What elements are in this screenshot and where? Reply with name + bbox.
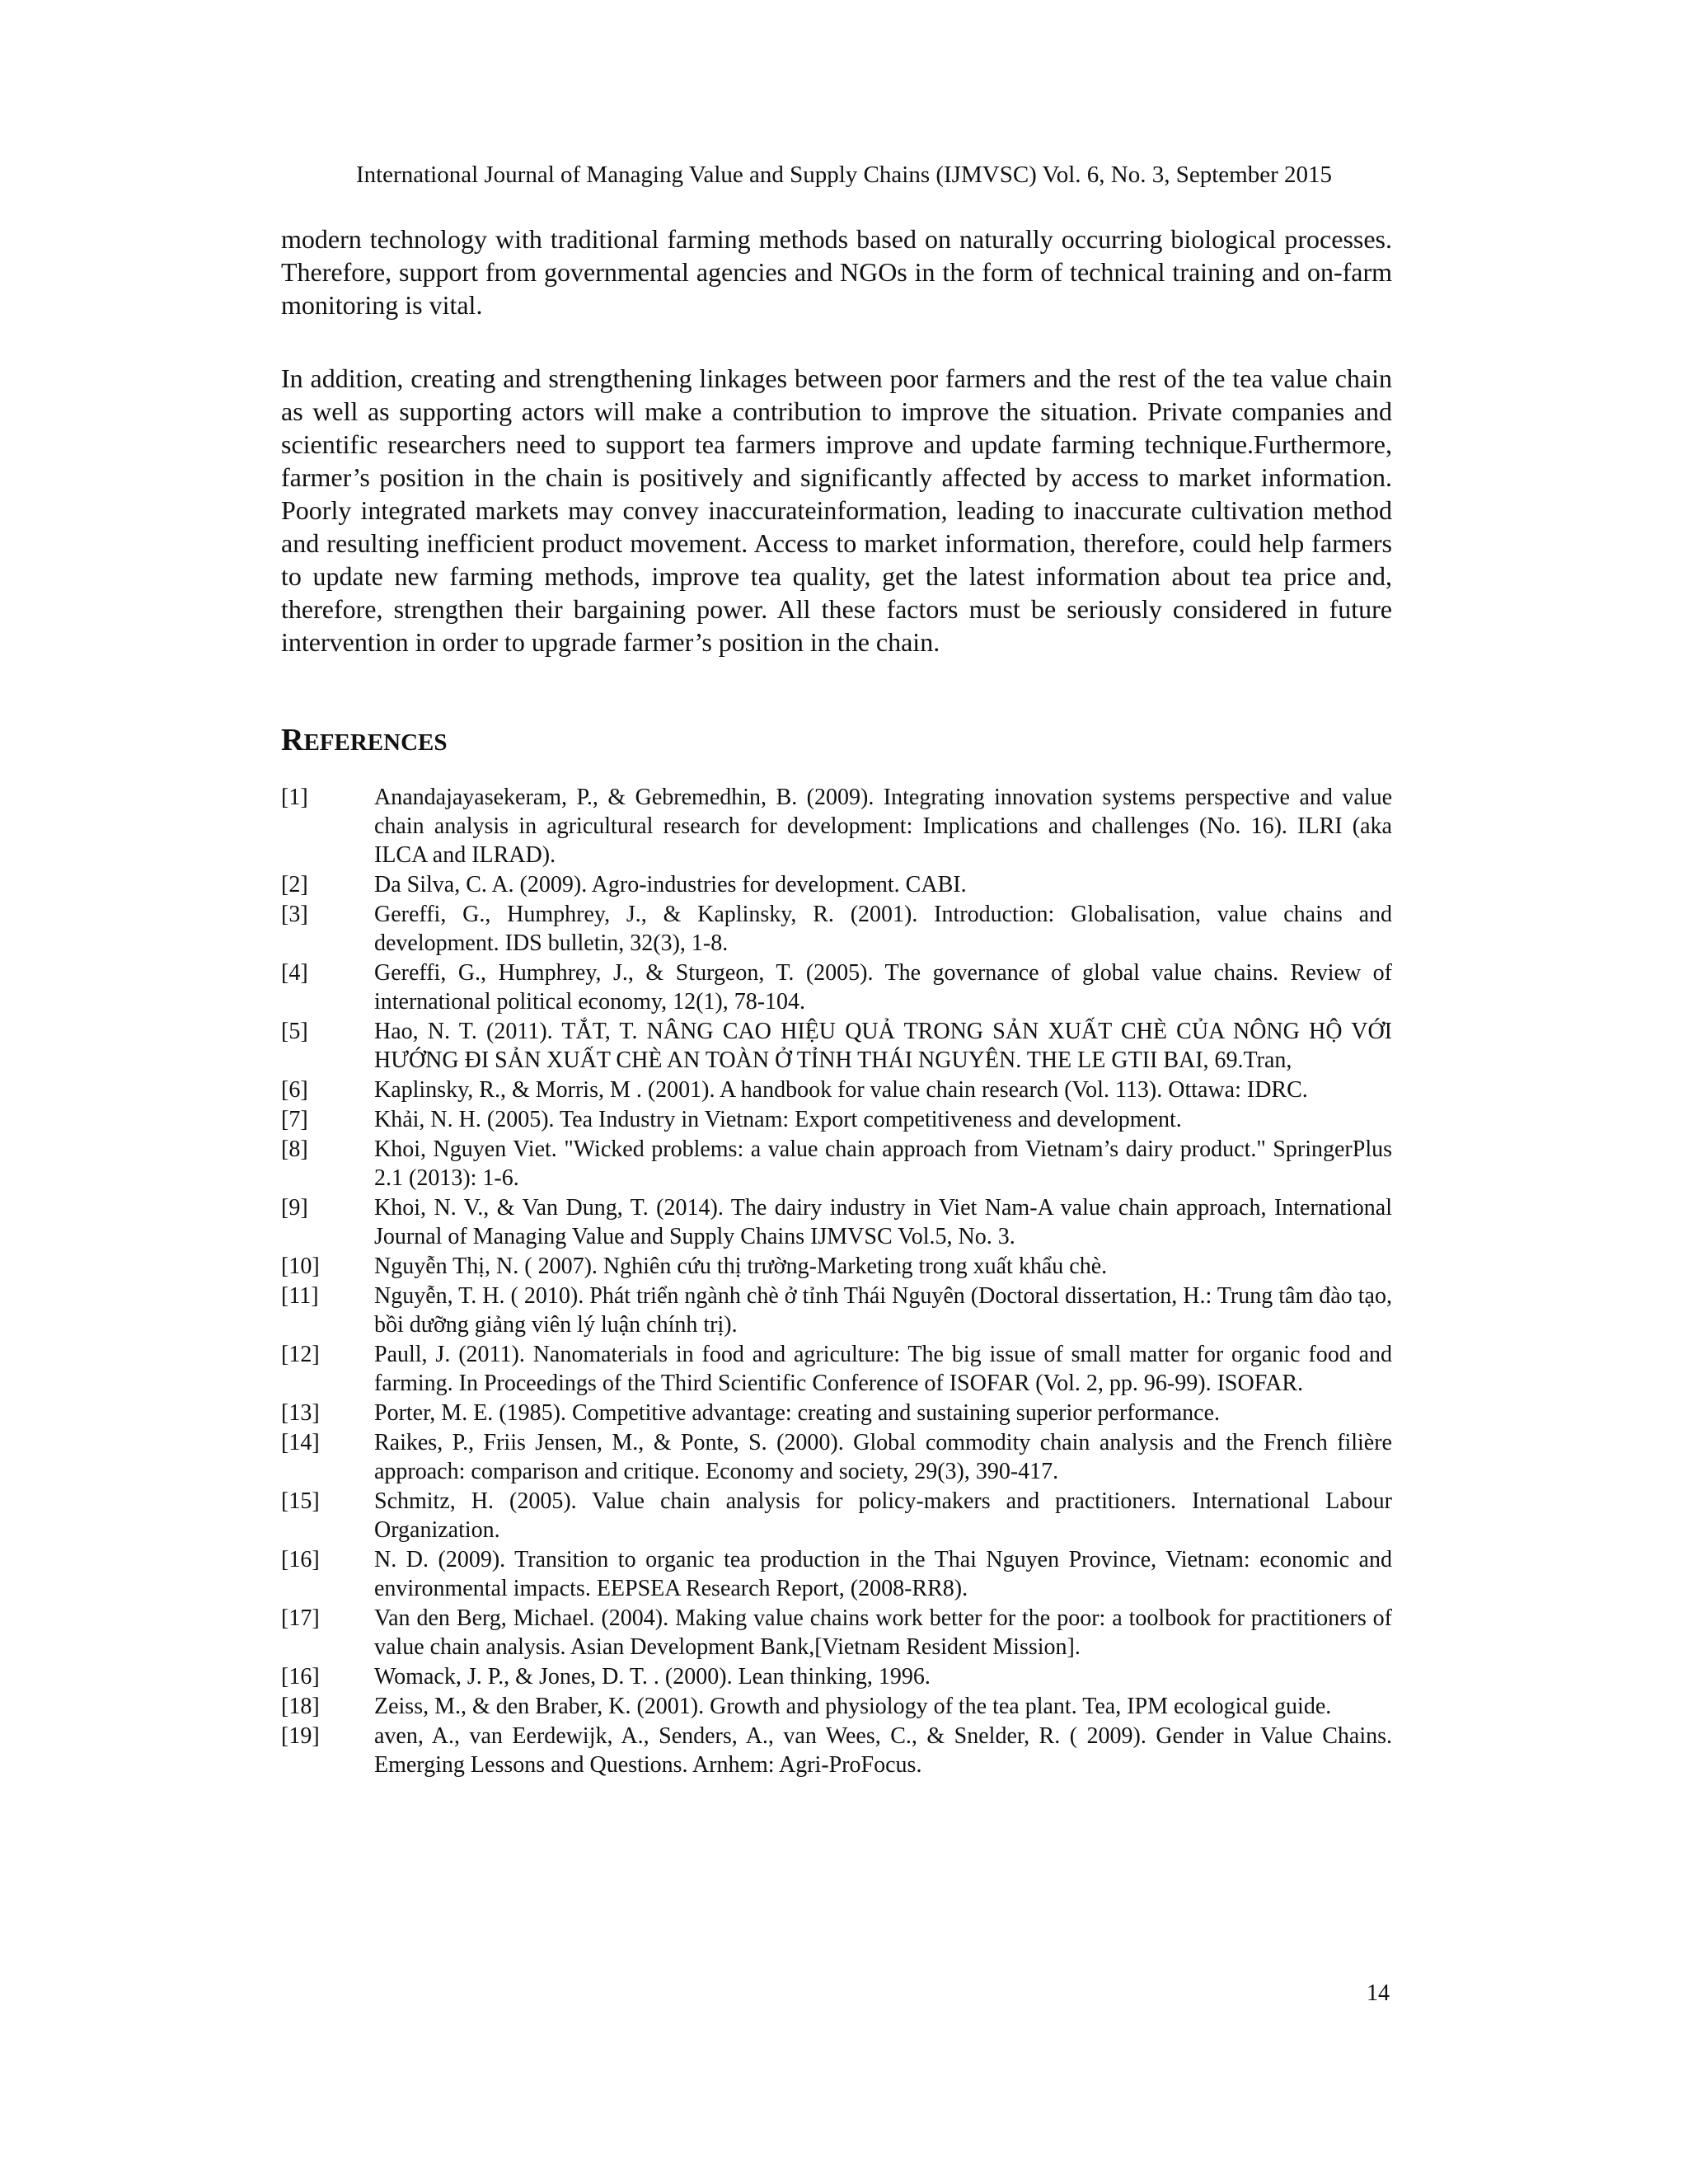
reference-number: [12]: [281, 1342, 320, 1367]
reference-list: [281, 783, 1392, 1780]
body-paragraph-1: modern technology with traditional farming methods based on naturally occurring biological processes. Therefore, support from governmental agencies and NGOs in the form of technical training and on-farm monitoring is vital.: [281, 224, 1392, 320]
reference-text: Gereffi, G., Humphrey, J., & Sturgeon, T. (2005). The governance of global value chains. Review of international political economy, 12(1), 78-104.: [374, 960, 1392, 1015]
reference-number: [4]: [281, 960, 308, 986]
reference-number: [5]: [281, 1019, 308, 1044]
reference-number: [10]: [281, 1254, 320, 1279]
running-head: International Journal of Managing Value and Supply Chains (IJMVSC) Vol. 6, No. 3, September 2015: [355, 162, 1333, 188]
reference-item: [281, 1722, 1392, 1779]
reference-number: [6]: [281, 1077, 308, 1103]
reference-number: [14]: [281, 1430, 320, 1455]
reference-item: [281, 958, 1392, 1016]
reference-number: [2]: [281, 872, 308, 898]
reference-item: [281, 1399, 1392, 1427]
page-number: 14: [1367, 1980, 1390, 2006]
reference-item: [281, 1105, 1392, 1134]
reference-text: aven, A., van Eerdewijk, A., Senders, A., van Wees, C., & Snelder, R. ( 2009). Gender in Value Chains. Emerging Lessons and Questions. Arnhem: Agri-ProFocus.: [374, 1723, 1392, 1778]
references-heading: [281, 722, 448, 758]
reference-text: N. D. (2009). Transition to organic tea production in the Thai Nguyen Province, Vietnam: economic and environmental impacts. EEPSEA Research Report, (2008-RR8).: [374, 1547, 1392, 1601]
reference-text: Kaplinsky, R., & Morris, M . (2001). A handbook for value chain research (Vol. 113). Ottawa: IDRC.: [374, 1077, 1308, 1103]
reference-number: [15]: [281, 1488, 320, 1514]
reference-text: Zeiss, M., & den Braber, K. (2001). Growth and physiology of the tea plant. Tea, IPM ecological guide.: [374, 1694, 1332, 1719]
reference-text: Da Silva, C. A. (2009). Agro-industries for development. CABI.: [374, 872, 967, 898]
reference-number: [16]: [281, 1664, 320, 1690]
reference-item: [281, 1428, 1392, 1486]
reference-text: Womack, J. P., & Jones, D. T. . (2000). Lean thinking, 1996.: [374, 1664, 931, 1690]
reference-item: [281, 900, 1392, 958]
reference-text: Khải, N. H. (2005). Tea Industry in Vietnam: Export competitiveness and development.: [374, 1107, 1182, 1132]
reference-number: [8]: [281, 1137, 308, 1162]
reference-text: Anandajayasekeram, P., & Gebremedhin, B. (2009). Integrating innovation systems perspective and value chain analysis in agricultural research for development: Implications and challenges (No. 16). ILRI (aka ILCA and ILRAD).: [374, 785, 1392, 868]
reference-text: Hao, N. T. (2011). TẮT, T. NÂNG CAO HIỆU QUẢ TRONG SẢN XUẤT CHÈ CỦA NÔNG HỘ VỚI HƯỚNG ĐI SẢN XUẤT CHÈ AN TOÀN Ở TỈNH THÁI NGUYÊN. THE LE GTII BAI, 69.Tran,: [374, 1019, 1392, 1073]
reference-item: [281, 1692, 1392, 1721]
references-heading-rest: EFERENCES: [303, 729, 448, 756]
reference-number: [19]: [281, 1723, 320, 1749]
reference-number: [7]: [281, 1107, 308, 1132]
reference-item: [281, 1604, 1392, 1661]
reference-item: [281, 783, 1392, 869]
reference-text: Gereffi, G., Humphrey, J., & Kaplinsky, R. (2001). Introduction: Globalisation, value chains and development. IDS bulletin, 32(3), 1-8.: [374, 902, 1392, 956]
reference-item: [281, 1252, 1392, 1281]
reference-text: Khoi, Nguyen Viet. "Wicked problems: a value chain approach from Vietnam’s dairy product." SpringerPlus 2.1 (2013): 1-6.: [374, 1137, 1392, 1191]
reference-item: [281, 1076, 1392, 1104]
reference-item: [281, 1340, 1392, 1398]
reference-number: [3]: [281, 902, 308, 927]
reference-item: [281, 1545, 1392, 1603]
reference-item: [281, 1135, 1392, 1193]
reference-text: Schmitz, H. (2005). Value chain analysis for policy-makers and practitioners. International Labour Organization.: [374, 1488, 1392, 1543]
reference-item: [281, 1193, 1392, 1251]
reference-item: [281, 1017, 1392, 1075]
body-paragraph-2: In addition, creating and strengthening linkages between poor farmers and the rest of the tea value chain as well as supporting actors will make a contribution to improve the situation. Private companies and scientific researchers need to support tea farmers improve and update farming technique.Furthermore, farmer’s position in the chain is positively and significantly affected by access to market information. Poorly integrated markets may convey inaccurateinformation, leading to inaccurate cultivation method and resulting inefficient product movement. Access to market information, therefore, could help farmers to update new farming methods, improve tea quality, get the latest information about tea price and, therefore, strengthen their bargaining power. All these factors must be seriously considered in future intervention in order to upgrade farmer’s position in the chain.: [281, 363, 1392, 657]
reference-number: [1]: [281, 785, 308, 810]
reference-number: [17]: [281, 1605, 320, 1631]
reference-item: [281, 1282, 1392, 1339]
reference-number: [9]: [281, 1195, 308, 1221]
reference-number: [13]: [281, 1400, 320, 1426]
reference-text: Raikes, P., Friis Jensen, M., & Ponte, S. (2000). Global commodity chain analysis and the French filière approach: comparison and critique. Economy and society, 29(3), 390-417.: [374, 1430, 1392, 1484]
reference-text: Khoi, N. V., & Van Dung, T. (2014). The dairy industry in Viet Nam-A value chain approach, International Journal of Managing Value and Supply Chains IJMVSC Vol.5, No. 3.: [374, 1195, 1392, 1249]
reference-text: Paull, J. (2011). Nanomaterials in food and agriculture: The big issue of small matter for organic food and farming. In Proceedings of the Third Scientific Conference of ISOFAR (Vol. 2, pp. 96-99). ISOFAR.: [374, 1342, 1392, 1396]
reference-text: Van den Berg, Michael. (2004). Making value chains work better for the poor: a toolbook for practitioners of value chain analysis. Asian Development Bank,[Vietnam Resident Mission].: [374, 1605, 1392, 1660]
references-heading-initial: R: [281, 723, 304, 757]
reference-number: [11]: [281, 1283, 319, 1309]
reference-text: Nguyễn, T. H. ( 2010). Phát triển ngành chè ở tỉnh Thái Nguyên (Doctoral dissertation, H.: Trung tâm đào tạo, bồi dưỡng giảng viên lý luận chính trị).: [374, 1283, 1392, 1338]
reference-item: [281, 1487, 1392, 1544]
reference-number: [16]: [281, 1547, 320, 1572]
reference-number: [18]: [281, 1694, 320, 1719]
reference-item: [281, 870, 1392, 899]
reference-text: Nguyễn Thị, N. ( 2007). Nghiên cứu thị trường-Marketing trong xuất khẩu chè.: [374, 1254, 1108, 1279]
reference-item: [281, 1662, 1392, 1691]
reference-text: Porter, M. E. (1985). Competitive advantage: creating and sustaining superior performance.: [374, 1400, 1221, 1426]
